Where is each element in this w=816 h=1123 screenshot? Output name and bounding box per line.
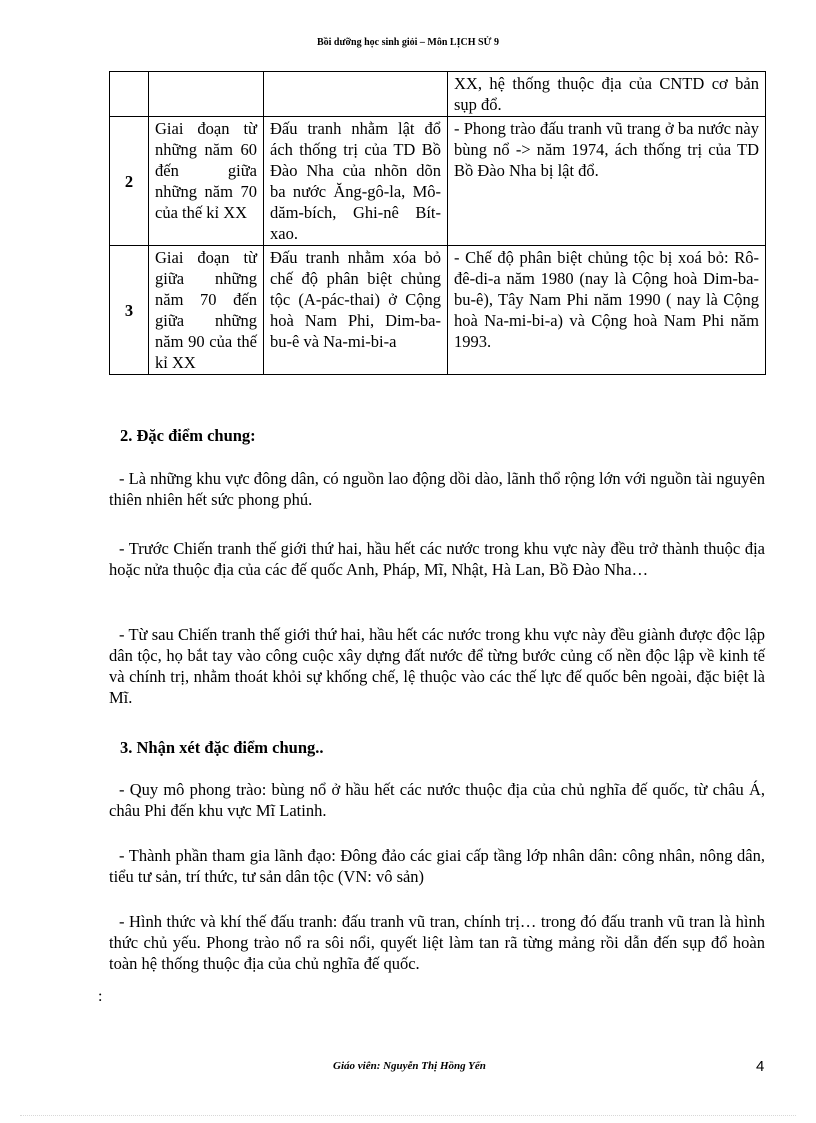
goal-cell: Đấu tranh nhằm lật đổ ách thống trị của TD Bồ Đào Nha của nhõn dõn ba nước Ăng-gô-la, Mô-dăm-bích, Ghi-nê Bít-xao. [264, 117, 448, 246]
result-cell: - Phong trào đấu tranh vũ trang ở ba nước này bùng nổ -> năm 1974, ách thống trị của TD Bồ Đào Nha bị lật đổ. [448, 117, 766, 246]
trailing-colon: : [98, 988, 103, 1005]
goal-cell: Đấu tranh nhằm xóa bỏ chế độ phân biệt chủng tộc (A-pác-thai) ở Cộng hoà Nam Phi, Dim-ba-bu-ê và Na-mi-bi-a [264, 246, 448, 375]
period-cell: Giai đoạn từ những năm 60 đến giữa những năm 70 của thế kỉ XX [149, 117, 264, 246]
paragraph: - Hình thức và khí thế đấu tranh: đấu tranh vũ tran, chính trị… trong đó đấu tranh vũ tran là hình thức chủ yếu. Phong trào nổ ra sôi nổi, quyết liệt làm tan rã từng mảng rồi dẫn đến sụp đổ hoàn toàn hệ thống thuộc địa của chủ nghĩa đế quốc. [109, 912, 765, 973]
section-2-heading: 2. Đặc điểm chung: [120, 426, 256, 445]
page-bottom-divider [20, 1115, 796, 1116]
history-table [109, 71, 766, 375]
page-number: 4 [756, 1058, 765, 1075]
page-header: Bồi dưỡng học sinh giỏi – Môn LỊCH SỬ 9 [316, 37, 500, 48]
table-row [110, 246, 766, 375]
paragraph: - Trước Chiến tranh thế giới thứ hai, hầu hết các nước trong khu vực này đều trở thành thuộc địa hoặc nửa thuộc địa của các đế quốc Anh, Pháp, Mĩ, Nhật, Hà Lan, Bồ Đào Nha… [109, 539, 765, 579]
period-cell [149, 72, 264, 117]
row-number: 2 [110, 117, 149, 246]
paragraph: - Từ sau Chiến tranh thế giới thứ hai, hầu hết các nước trong khu vực này đều giành được độc lập dân tộc, họ bắt tay vào công cuộc xây dựng đất nước để từng bước củng cố nền độc lập về kinh tế và chính trị, nhằm thoát khỏi sự khống chế, lệ thuộc vào các thế lực đế quốc bên ngoài, đặc biệt là Mĩ. [109, 625, 765, 707]
period-cell: Giai đoạn từ giữa những năm 70 đến giữa những năm 90 của thế kỉ XX [149, 246, 264, 375]
table-row [110, 117, 766, 246]
result-cell: - Chế độ phân biệt chủng tộc bị xoá bỏ: Rô-đê-di-a năm 1980 (nay là Cộng hoà Dim-ba-bu-ê), Tây Nam Phi năm 1990 ( nay là Cộng hoà Na-mi-bi-a) và Cộng hoà Nam Phi năm 1993. [448, 246, 766, 375]
paragraph: - Là những khu vực đông dân, có nguồn lao động dồi dào, lãnh thổ rộng lớn với nguồn tài nguyên thiên nhiên hết sức phong phú. [109, 469, 765, 509]
paragraph: - Quy mô phong trào: bùng nổ ở hầu hết các nước thuộc địa của chủ nghĩa đế quốc, từ châu Á, châu Phi đến khu vực Mĩ Latinh. [109, 780, 765, 820]
paragraph: - Thành phần tham gia lãnh đạo: Đông đảo các giai cấp tầng lớp nhân dân: công nhân, nông dân, tiểu tư sản, trí thức, tư sản dân tộc (VN: vô sản) [109, 846, 765, 886]
section-3-heading: 3. Nhận xét đặc điểm chung.. [120, 738, 324, 757]
footer-name: Nguyễn Thị Hồng Yến [383, 1060, 486, 1072]
goal-cell [264, 72, 448, 117]
footer-label: Giáo viên: [333, 1060, 381, 1072]
result-cell: XX, hệ thống thuộc địa của CNTD cơ bản sụp đổ. [448, 72, 766, 117]
footer-teacher [333, 1060, 486, 1072]
row-number: 3 [110, 246, 149, 375]
row-number [110, 72, 149, 117]
table-row [110, 72, 766, 117]
